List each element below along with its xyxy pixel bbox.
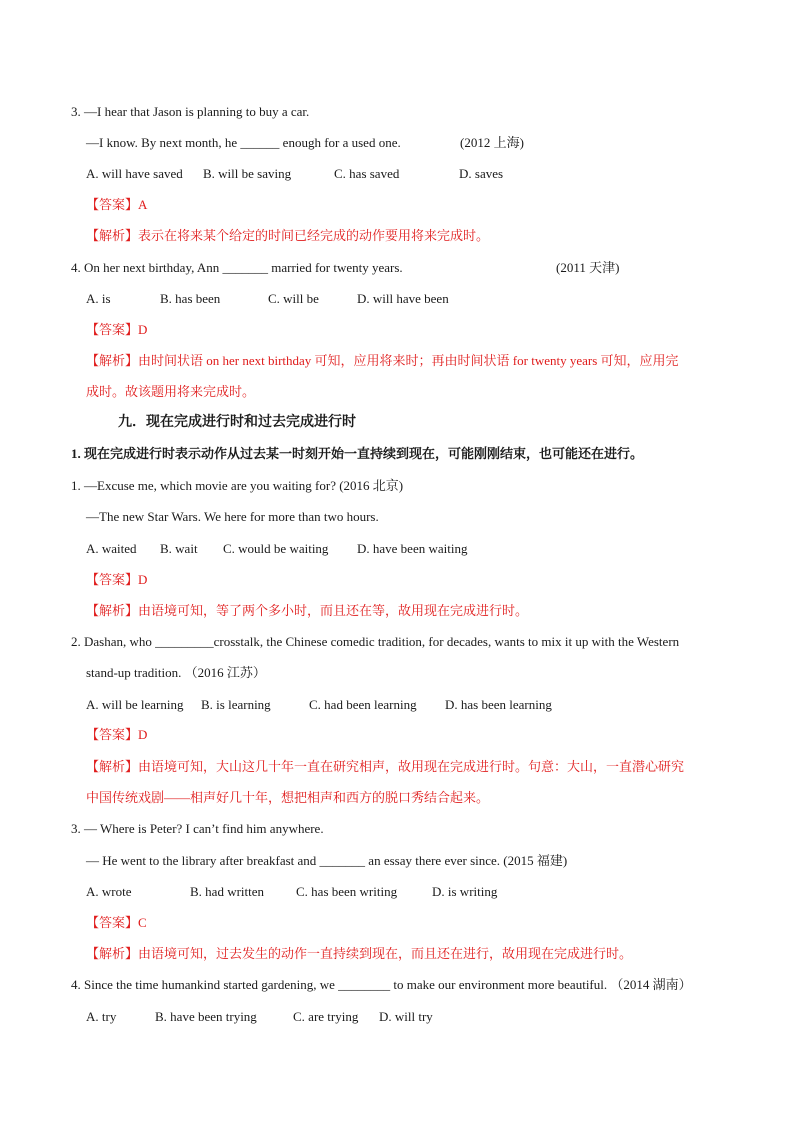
- option-c: C. would be waiting: [223, 541, 329, 556]
- question-stem: 4. On her next birthday, Ann _______ married for twenty years.: [71, 260, 403, 275]
- question-source: (2011 天津): [556, 260, 620, 275]
- option-c: C. are trying: [293, 1009, 359, 1024]
- question-stem: 3. — Where is Peter? I can’t find him anywhere.: [71, 821, 324, 836]
- question-stem: stand-up tradition. （2016 江苏）: [86, 665, 266, 680]
- option-b: B. have been trying: [155, 1009, 257, 1024]
- question-stem: — He went to the library after breakfast and _______ an essay there ever since. (2015 福建): [86, 853, 568, 868]
- option-a: A. try: [86, 1009, 117, 1024]
- analysis: 【解析】由语境可知，过去发生的动作一直持续到现在，而且还在进行，故用现在完成进行时。: [86, 946, 633, 961]
- option-c: C. has saved: [334, 166, 400, 181]
- option-d: D. is writing: [432, 884, 498, 899]
- question-source: (2012 上海): [460, 135, 524, 150]
- option-d: D. have been waiting: [357, 541, 468, 556]
- option-c: C. will be: [268, 291, 319, 306]
- option-b: B. will be saving: [203, 166, 292, 181]
- question-stem: 1. —Excuse me, which movie are you waiting for? (2016 北京): [71, 478, 404, 493]
- option-a: A. will be learning: [86, 697, 184, 712]
- option-c: C. has been writing: [296, 884, 398, 899]
- question-stem: 4. Since the time humankind started gardening, we ________ to make our environment more beautiful. （2014 湖南）: [71, 977, 692, 992]
- question-stem: 3. —I hear that Jason is planning to buy a car.: [71, 104, 310, 119]
- option-b: B. is learning: [201, 697, 271, 712]
- option-a: A. wrote: [86, 884, 132, 899]
- option-a: A. will have saved: [86, 166, 183, 181]
- option-c: C. had been learning: [309, 697, 417, 712]
- answer: 【答案】D: [86, 572, 148, 587]
- option-b: B. wait: [160, 541, 198, 556]
- answer: 【答案】D: [86, 322, 148, 337]
- option-d: D. will try: [379, 1009, 433, 1024]
- question-stem: —The new Star Wars. We here for more than two hours.: [86, 509, 379, 524]
- analysis: 【解析】表示在将来某个给定的时间已经完成的动作要用将来完成时。: [86, 228, 490, 243]
- analysis: 中国传统戏剧——相声好几十年，想把相声和西方的脱口秀结合起来。: [86, 790, 490, 805]
- question-stem: —I know. By next month, he ______ enough for a used one.: [86, 135, 401, 150]
- analysis: 【解析】由语境可知，等了两个多小时，而且还在等，故用现在完成进行时。: [86, 603, 529, 618]
- analysis: 【解析】由语境可知，大山这几十年一直在研究相声，故用现在完成进行时。句意：大山，一直潜心研究: [86, 759, 685, 774]
- option-a: A. is: [86, 291, 111, 306]
- answer: 【答案】C: [86, 915, 147, 930]
- option-d: D. will have been: [357, 291, 449, 306]
- option-d: D. has been learning: [445, 697, 552, 712]
- option-b: B. had written: [190, 884, 265, 899]
- answer: 【答案】D: [86, 727, 148, 742]
- answer: 【答案】A: [86, 197, 148, 212]
- question-stem: 2. Dashan, who _________crosstalk, the Chinese comedic tradition, for decades, wants to mix it up with the Western: [71, 634, 680, 649]
- option-b: B. has been: [160, 291, 221, 306]
- grammar-rule: 1. 现在完成进行时表示动作从过去某一时刻开始一直持续到现在，可能刚刚结束，也可能还在进行。: [71, 446, 644, 461]
- option-d: D. saves: [459, 166, 504, 181]
- section-title: 九．现在完成进行时和过去完成进行时: [118, 415, 356, 430]
- analysis: 成时。故该题用将来完成时。: [86, 384, 256, 399]
- analysis: 【解析】由时间状语 on her next birthday 可知，应用将来时；再由时间状语 for twenty years 可知，应用完: [86, 353, 679, 368]
- option-a: A. waited: [86, 541, 137, 556]
